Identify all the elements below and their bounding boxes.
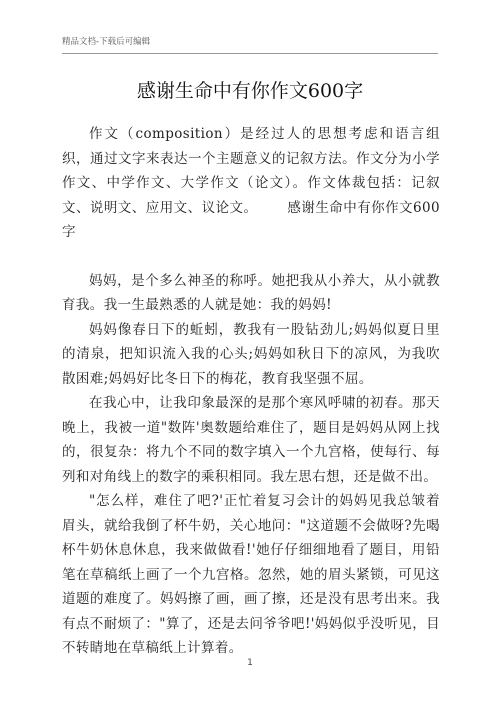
document-title: 感谢生命中有你作文600字 <box>136 80 364 102</box>
page-number: 1 <box>247 658 253 668</box>
header-rule <box>62 53 438 54</box>
header-note: 精品文档-下载后可编辑 <box>62 37 151 47</box>
body-paragraph: 妈妈像春日下的蚯蚓，教我有一股钻劲儿;妈妈似夏日里的清泉，把知识流入我的心头;妈妈如秋日下的凉风，为我吹散困难;妈妈好比冬日下的梅花，教育我坚强不屈。 <box>62 321 440 387</box>
body-paragraph: 在我心中，让我印象最深的是那个寒风呼啸的初春。那天晚上，我被一道"数阵'奥数题给难住了，题目是妈妈从网上找的，很复杂：将九个不同的数字填入一个九宫格，使每行、每列和对角线上的数字的乘积相同。我左思右想，还是做不出。 <box>62 395 440 485</box>
document-body <box>62 122 440 661</box>
body-paragraph: 妈妈，是个多么神圣的称呼。她把我从小养大，从小就教育我。我一生最熟悉的人就是她：我的妈妈! <box>62 272 440 313</box>
body-paragraph: "怎么样，难住了吧?'正忙着复习会计的妈妈见我总皱着眉头，就给我倒了杯牛奶，关心地问："这道题不会做呀?先喝杯牛奶休息休息，我来做做看!'她仔仔细细地看了题目，用铅笔在草稿纸上画了一个九宫格。忽然，她的眉头紧锁，可见这道题的难度了。妈妈擦了画，画了擦，还是没有思考出来。我有点不耐烦了："算了，还是去问爷爷吧!'妈妈似乎没听见，目不转睛地在草稿纸上计算着。 <box>62 493 440 656</box>
intro-text: 作文（composition）是经过人的思想考虑和语言组织，通过文字来表达一个主题意义的记叙方法。作文分为小学作文、中学作文、大学作文（论文）。作文体裁包括：记叙文、说明文、应用文、议论文。 <box>62 126 440 216</box>
intro-paragraph <box>62 122 440 245</box>
intro-title: 感谢生命中有你作文600字 <box>62 199 440 240</box>
